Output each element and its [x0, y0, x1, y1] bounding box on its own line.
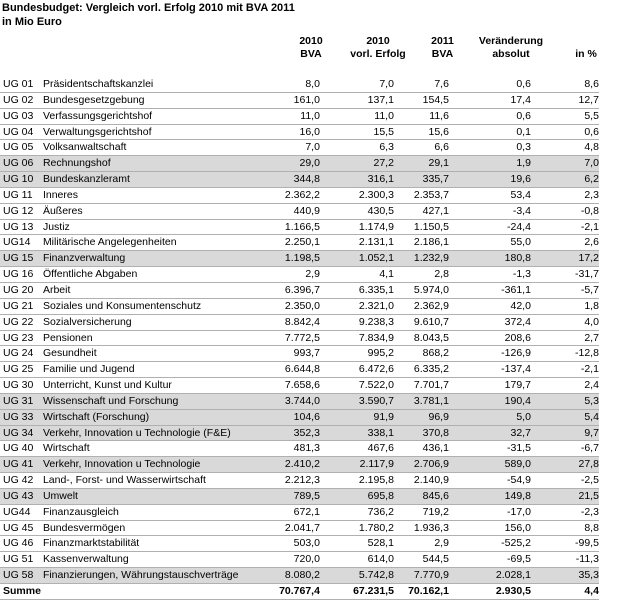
row-erfolg-2010: 338,1 [320, 425, 394, 441]
row-name: Kassenverwaltung [42, 553, 129, 566]
row-change-percent: 2,4 [584, 379, 599, 392]
row-name: Inneres [42, 188, 78, 201]
table-row [0, 441, 599, 457]
table-title: Bundesbudget: Vergleich vorl. Erfolg 2010 mit BVA 2011 [2, 2, 295, 14]
row-change-percent: 4,8 [584, 141, 599, 154]
table-row [0, 473, 599, 489]
row-code: UG 42 [3, 474, 34, 487]
row-bva-2010: 672,1 [293, 505, 320, 518]
row-bva-2011: 2.353,7 [413, 188, 449, 201]
row-change-absolute: 589,0 [449, 457, 531, 473]
row-change-absolute: -525,2 [501, 537, 531, 550]
table-row [0, 536, 599, 552]
table-row [0, 568, 599, 584]
row-erfolg-2010: 2.300,3 [358, 188, 394, 201]
header-2010-bva-year: 2010 [299, 35, 323, 47]
row-change-absolute: 0,3 [516, 141, 531, 154]
row-code: UG 51 [3, 553, 34, 566]
row-bva-2010: 8.080,2 [260, 568, 320, 584]
row-change-percent: 5,3 [531, 393, 599, 409]
sum-bva-2011: 70.162,1 [408, 585, 449, 597]
table-subtitle: in Mio Euro [2, 16, 62, 28]
row-bva-2010: 1.166,5 [284, 220, 320, 233]
row-name: Verfassungsgerichtshof [42, 109, 153, 122]
row-change-percent: 7,0 [531, 156, 599, 172]
row-change-percent: 4,0 [584, 315, 599, 328]
table-row [0, 251, 599, 267]
row-erfolg-2010: 11,0 [374, 109, 394, 122]
row-code: UG 04 [3, 125, 34, 138]
row-name: Bundesgesetzgebung [42, 93, 145, 106]
row-name: Familie und Jugend [42, 363, 135, 376]
table-row [0, 504, 599, 520]
row-change-percent: 21,5 [531, 488, 599, 504]
row-change-absolute: -3,4 [512, 204, 531, 217]
row-bva-2011: 544,5 [422, 553, 449, 566]
table-row [0, 92, 599, 108]
row-change-percent: 8,6 [584, 78, 599, 90]
table-row [0, 298, 599, 314]
table-row [0, 187, 599, 203]
row-bva-2010: 440,9 [293, 204, 320, 217]
row-bva-2011: 427,1 [422, 204, 449, 217]
header-2010-erfolg-year: 2010 [366, 35, 390, 47]
row-change-absolute: -24,4 [507, 220, 531, 233]
row-code: UG 10 [0, 172, 41, 188]
row-erfolg-2010: 27,2 [320, 156, 394, 172]
row-change-absolute: 5,0 [449, 409, 531, 425]
sum-row [0, 584, 599, 600]
budget-table [0, 77, 599, 600]
table-row [0, 393, 599, 409]
row-bva-2010: 11,0 [300, 109, 320, 122]
row-name: Verkehr, Innovation u Technologie (F&E) [41, 425, 260, 441]
row-change-percent: -31,7 [575, 268, 599, 281]
row-bva-2010: 104,6 [260, 409, 320, 425]
row-change-absolute: 190,4 [449, 393, 531, 409]
header-2010-bva-type: BVA [300, 48, 322, 60]
row-change-absolute: 0,6 [516, 78, 531, 90]
row-name: Volksanwaltschaft [42, 141, 127, 154]
row-code: UG 33 [0, 409, 41, 425]
row-erfolg-2010: 995,2 [367, 347, 394, 360]
table-row [0, 552, 599, 568]
sum-change-percent: 4,4 [584, 585, 599, 597]
row-change-percent: 2,6 [584, 236, 599, 249]
row-bva-2010: 2.212,3 [284, 474, 320, 487]
table-row [0, 140, 599, 156]
row-name: Präsidentschaftskanzlei [42, 78, 154, 90]
row-bva-2010: 6.396,7 [284, 283, 320, 296]
row-name: Soziales und Konsumentenschutz [42, 299, 202, 312]
row-name: Gesundheit [42, 347, 97, 360]
row-change-percent: 8,8 [584, 521, 599, 534]
sum-bva-2010: 70.767,4 [279, 585, 320, 597]
row-bva-2011: 3.781,1 [394, 393, 449, 409]
table-row [0, 172, 599, 188]
row-bva-2011: 2,9 [434, 537, 449, 550]
row-name: Bundesvermögen [42, 521, 126, 534]
row-erfolg-2010: 9.238,3 [358, 315, 394, 328]
table-row [0, 457, 599, 473]
row-code: UG 05 [3, 141, 34, 154]
row-bva-2010: 3.744,0 [260, 393, 320, 409]
row-name: Sozialversicherung [42, 315, 132, 328]
row-code: UG 20 [3, 283, 34, 296]
row-change-absolute: -361,1 [501, 283, 531, 296]
row-bva-2010: 2,9 [305, 268, 320, 281]
row-code: UG 02 [3, 93, 34, 106]
row-change-absolute: -69,5 [507, 553, 531, 566]
row-code: UG 34 [0, 425, 41, 441]
row-bva-2010: 6.644,8 [284, 363, 320, 376]
row-change-percent: 2,7 [584, 331, 599, 344]
header-2011-bva-year: 2011 [431, 35, 454, 47]
row-change-percent: -5,7 [580, 283, 599, 296]
row-bva-2011: 1.936,3 [413, 521, 449, 534]
row-change-percent: -2,1 [580, 363, 599, 376]
table-row [0, 203, 599, 219]
row-bva-2011: 868,2 [422, 347, 449, 360]
row-change-absolute: 0,1 [516, 125, 531, 138]
row-name: Bundeskanzleramt [41, 172, 260, 188]
row-erfolg-2010: 467,6 [367, 442, 394, 455]
row-code: UG 31 [0, 393, 41, 409]
row-bva-2011: 2.140,9 [413, 474, 449, 487]
table-row [0, 488, 599, 504]
row-erfolg-2010: 4,1 [379, 268, 394, 281]
row-erfolg-2010: 15,5 [373, 125, 394, 138]
row-code: UG 21 [3, 299, 34, 312]
header-veraenderung: Veränderung [478, 35, 544, 47]
row-change-percent: -99,5 [575, 537, 599, 550]
row-bva-2010: 481,3 [293, 442, 320, 455]
table-row [0, 77, 599, 92]
header-2011-bva-type: BVA [431, 48, 454, 60]
header-prozent: in % [575, 48, 597, 60]
row-code: UG 30 [3, 379, 34, 392]
row-code: UG 13 [3, 220, 34, 233]
row-bva-2011: 96,9 [394, 409, 449, 425]
row-change-percent: 2,3 [584, 188, 599, 201]
row-erfolg-2010: 6.472,6 [358, 363, 394, 376]
row-bva-2010: 7.658,6 [284, 379, 320, 392]
row-erfolg-2010: 736,2 [367, 505, 394, 518]
row-bva-2011: 6,6 [434, 141, 449, 154]
row-bva-2010: 2.410,2 [260, 457, 320, 473]
row-code: UG44 [3, 505, 31, 518]
table-row [0, 330, 599, 346]
row-name: Wissenschaft und Forschung [41, 393, 260, 409]
row-name: Öffentliche Abgaben [42, 268, 138, 281]
row-code: UG 58 [0, 568, 41, 584]
row-bva-2011: 7,6 [434, 78, 449, 90]
row-erfolg-2010: 2.321,0 [358, 299, 394, 312]
row-bva-2011: 11,6 [429, 109, 449, 122]
table-row [0, 235, 599, 251]
row-change-percent: -12,8 [575, 347, 599, 360]
row-code: UG 22 [3, 315, 34, 328]
row-name: Rechnungshof [41, 156, 260, 172]
row-change-absolute: -17,0 [507, 505, 531, 518]
table-row [0, 282, 599, 298]
row-change-absolute: 42,0 [510, 299, 531, 312]
row-code: UG 12 [3, 204, 34, 217]
row-bva-2011: 2.706,9 [394, 457, 449, 473]
row-change-absolute: -1,3 [512, 268, 531, 281]
row-bva-2011: 2.186,1 [413, 236, 449, 249]
row-name: Verwaltungsgerichtshof [42, 125, 152, 138]
row-erfolg-2010: 7,0 [379, 78, 394, 90]
row-code: UG14 [3, 236, 31, 249]
row-bva-2010: 789,5 [260, 488, 320, 504]
row-change-percent: 5,4 [531, 409, 599, 425]
row-change-absolute: 1,9 [449, 156, 531, 172]
header-absolut: absolut [492, 48, 530, 60]
row-bva-2011: 7.770,9 [394, 568, 449, 584]
row-name: Land-, Forst- und Wasserwirtschaft [42, 474, 206, 487]
row-bva-2010: 7.772,5 [284, 331, 320, 344]
row-bva-2011: 719,2 [422, 505, 449, 518]
row-code: UG 01 [3, 78, 34, 90]
budget-table-body [0, 77, 599, 599]
row-bva-2010: 2.350,0 [284, 299, 320, 312]
row-bva-2011: 335,7 [394, 172, 449, 188]
row-name: Justiz [42, 220, 70, 233]
row-name: Äußeres [42, 204, 83, 217]
sum-change-absolute: 2.930,5 [495, 585, 531, 597]
row-change-percent: -6,7 [580, 442, 599, 455]
row-bva-2010: 2.250,1 [284, 236, 320, 249]
row-bva-2011: 9.610,7 [413, 315, 449, 328]
row-bva-2010: 2.041,7 [284, 521, 320, 534]
row-erfolg-2010: 2.195,8 [358, 474, 394, 487]
row-change-absolute: 179,7 [504, 379, 531, 392]
row-code: UG 06 [0, 156, 41, 172]
row-bva-2011: 2.362,9 [413, 299, 449, 312]
sum-label: Summe [3, 585, 41, 597]
row-name: Finanzierungen, Währungstauschverträge [41, 568, 260, 584]
table-row [0, 425, 599, 441]
row-change-absolute: 2.028,1 [449, 568, 531, 584]
row-erfolg-2010: 614,0 [367, 553, 394, 566]
row-bva-2010: 1.198,5 [260, 251, 320, 267]
row-name: Finanzverwaltung [41, 251, 260, 267]
row-name: Militärische Angelegenheiten [42, 236, 177, 249]
row-change-absolute: 32,7 [449, 425, 531, 441]
row-change-percent: 1,8 [584, 299, 599, 312]
row-change-absolute: 19,6 [449, 172, 531, 188]
row-erfolg-2010: 695,8 [320, 488, 394, 504]
row-bva-2010: 352,3 [260, 425, 320, 441]
row-name: Arbeit [42, 283, 71, 296]
row-bva-2010: 344,8 [260, 172, 320, 188]
row-name: Unterricht, Kunst und Kultur [42, 379, 172, 392]
row-bva-2010: 8.842,4 [284, 315, 320, 328]
row-erfolg-2010: 1.174,9 [358, 220, 394, 233]
row-name: Finanzausgleich [42, 505, 119, 518]
row-name: Wirtschaft [42, 442, 90, 455]
row-erfolg-2010: 7.522,0 [358, 379, 394, 392]
row-bva-2011: 845,6 [394, 488, 449, 504]
row-name: Wirtschaft (Forschung) [41, 409, 260, 425]
row-code: UG 16 [3, 268, 34, 281]
row-change-percent: 0,6 [584, 125, 599, 138]
row-erfolg-2010: 7.834,9 [358, 331, 394, 344]
row-code: UG 45 [3, 521, 34, 534]
row-bva-2011: 436,1 [422, 442, 449, 455]
row-bva-2010: 8,0 [305, 78, 320, 90]
row-bva-2011: 1.150,5 [413, 220, 449, 233]
row-bva-2010: 16,0 [299, 125, 320, 138]
row-bva-2011: 7.701,7 [413, 379, 449, 392]
row-change-absolute: 156,0 [504, 521, 531, 534]
row-bva-2011: 154,5 [422, 93, 449, 106]
row-bva-2011: 8.043,5 [413, 331, 449, 344]
row-name: Umwelt [41, 488, 260, 504]
row-change-absolute: -126,9 [501, 347, 531, 360]
sum-erfolg-2010: 67.231,5 [353, 585, 394, 597]
table-row [0, 362, 599, 378]
row-bva-2010: 993,7 [293, 347, 320, 360]
row-change-absolute: 55,0 [510, 236, 531, 249]
row-erfolg-2010: 1.052,1 [320, 251, 394, 267]
row-change-percent: 35,3 [531, 568, 599, 584]
row-erfolg-2010: 6.335,1 [358, 283, 394, 296]
row-bva-2011: 5.974,0 [413, 283, 449, 296]
row-code: UG 03 [3, 109, 34, 122]
row-bva-2011: 370,8 [394, 425, 449, 441]
row-bva-2010: 29,0 [260, 156, 320, 172]
row-change-percent: 12,7 [578, 93, 599, 106]
row-erfolg-2010: 5.742,8 [320, 568, 394, 584]
row-name: Finanzmarktstabilität [42, 537, 140, 550]
row-bva-2011: 15,6 [428, 125, 449, 138]
row-change-absolute: -137,4 [501, 363, 531, 376]
row-bva-2011: 1.232,9 [394, 251, 449, 267]
row-change-absolute: 17,4 [510, 93, 531, 106]
table-row [0, 409, 599, 425]
sum-spacer [41, 584, 260, 600]
row-bva-2010: 2.362,2 [284, 188, 320, 201]
table-row [0, 219, 599, 235]
row-code: UG 43 [0, 488, 41, 504]
row-change-absolute: 149,8 [449, 488, 531, 504]
row-code: UG 11 [3, 188, 33, 201]
row-change-percent: 27,8 [531, 457, 599, 473]
row-change-percent: -2,5 [580, 474, 599, 487]
row-bva-2010: 720,0 [293, 553, 320, 566]
table-row [0, 314, 599, 330]
row-erfolg-2010: 6,3 [379, 141, 394, 154]
row-change-percent: 9,7 [531, 425, 599, 441]
row-code: UG 46 [3, 537, 34, 550]
row-erfolg-2010: 2.117,9 [320, 457, 394, 473]
row-name: Pensionen [42, 331, 93, 344]
row-change-percent: -11,3 [575, 553, 599, 566]
row-code: UG 23 [3, 331, 34, 344]
row-bva-2010: 161,0 [293, 93, 320, 106]
row-erfolg-2010: 137,1 [367, 93, 394, 106]
row-change-absolute: 372,4 [504, 315, 531, 328]
row-bva-2011: 29,1 [394, 156, 449, 172]
row-change-percent: -2,1 [580, 220, 599, 233]
row-erfolg-2010: 2.131,1 [358, 236, 394, 249]
row-bva-2011: 6.335,2 [413, 363, 449, 376]
row-change-absolute: 180,8 [449, 251, 531, 267]
row-erfolg-2010: 1.780,2 [358, 521, 394, 534]
row-code: UG 41 [0, 457, 41, 473]
row-erfolg-2010: 528,1 [367, 537, 394, 550]
table-row [0, 108, 599, 124]
table-row [0, 124, 599, 140]
row-change-absolute: 0,6 [516, 109, 531, 122]
row-change-percent: 5,5 [584, 109, 599, 122]
row-bva-2010: 503,0 [293, 537, 320, 550]
table-row [0, 346, 599, 362]
header-2010-erfolg-type: vorl. Erfolg [350, 48, 406, 60]
row-change-absolute: 53,4 [510, 188, 531, 201]
row-erfolg-2010: 316,1 [320, 172, 394, 188]
table-row [0, 156, 599, 172]
row-code: UG 40 [3, 442, 34, 455]
row-change-absolute: 208,6 [504, 331, 531, 344]
row-erfolg-2010: 91,9 [320, 409, 394, 425]
row-change-percent: 17,2 [531, 251, 599, 267]
row-bva-2010: 7,0 [305, 141, 320, 154]
row-erfolg-2010: 3.590,7 [320, 393, 394, 409]
row-change-absolute: -54,9 [507, 474, 531, 487]
row-change-percent: -2,3 [580, 505, 599, 518]
row-code: UG 24 [3, 347, 34, 360]
row-change-absolute: -31,5 [507, 442, 531, 455]
row-code: UG 25 [3, 363, 34, 376]
row-erfolg-2010: 430,5 [367, 204, 394, 217]
row-change-percent: -0,8 [580, 204, 599, 217]
row-name: Verkehr, Innovation u Technologie [41, 457, 260, 473]
table-row [0, 520, 599, 536]
table-row [0, 378, 599, 394]
row-change-percent: 6,2 [531, 172, 599, 188]
row-bva-2011: 2,8 [434, 268, 449, 281]
row-code: UG 15 [0, 251, 41, 267]
table-row [0, 267, 599, 283]
